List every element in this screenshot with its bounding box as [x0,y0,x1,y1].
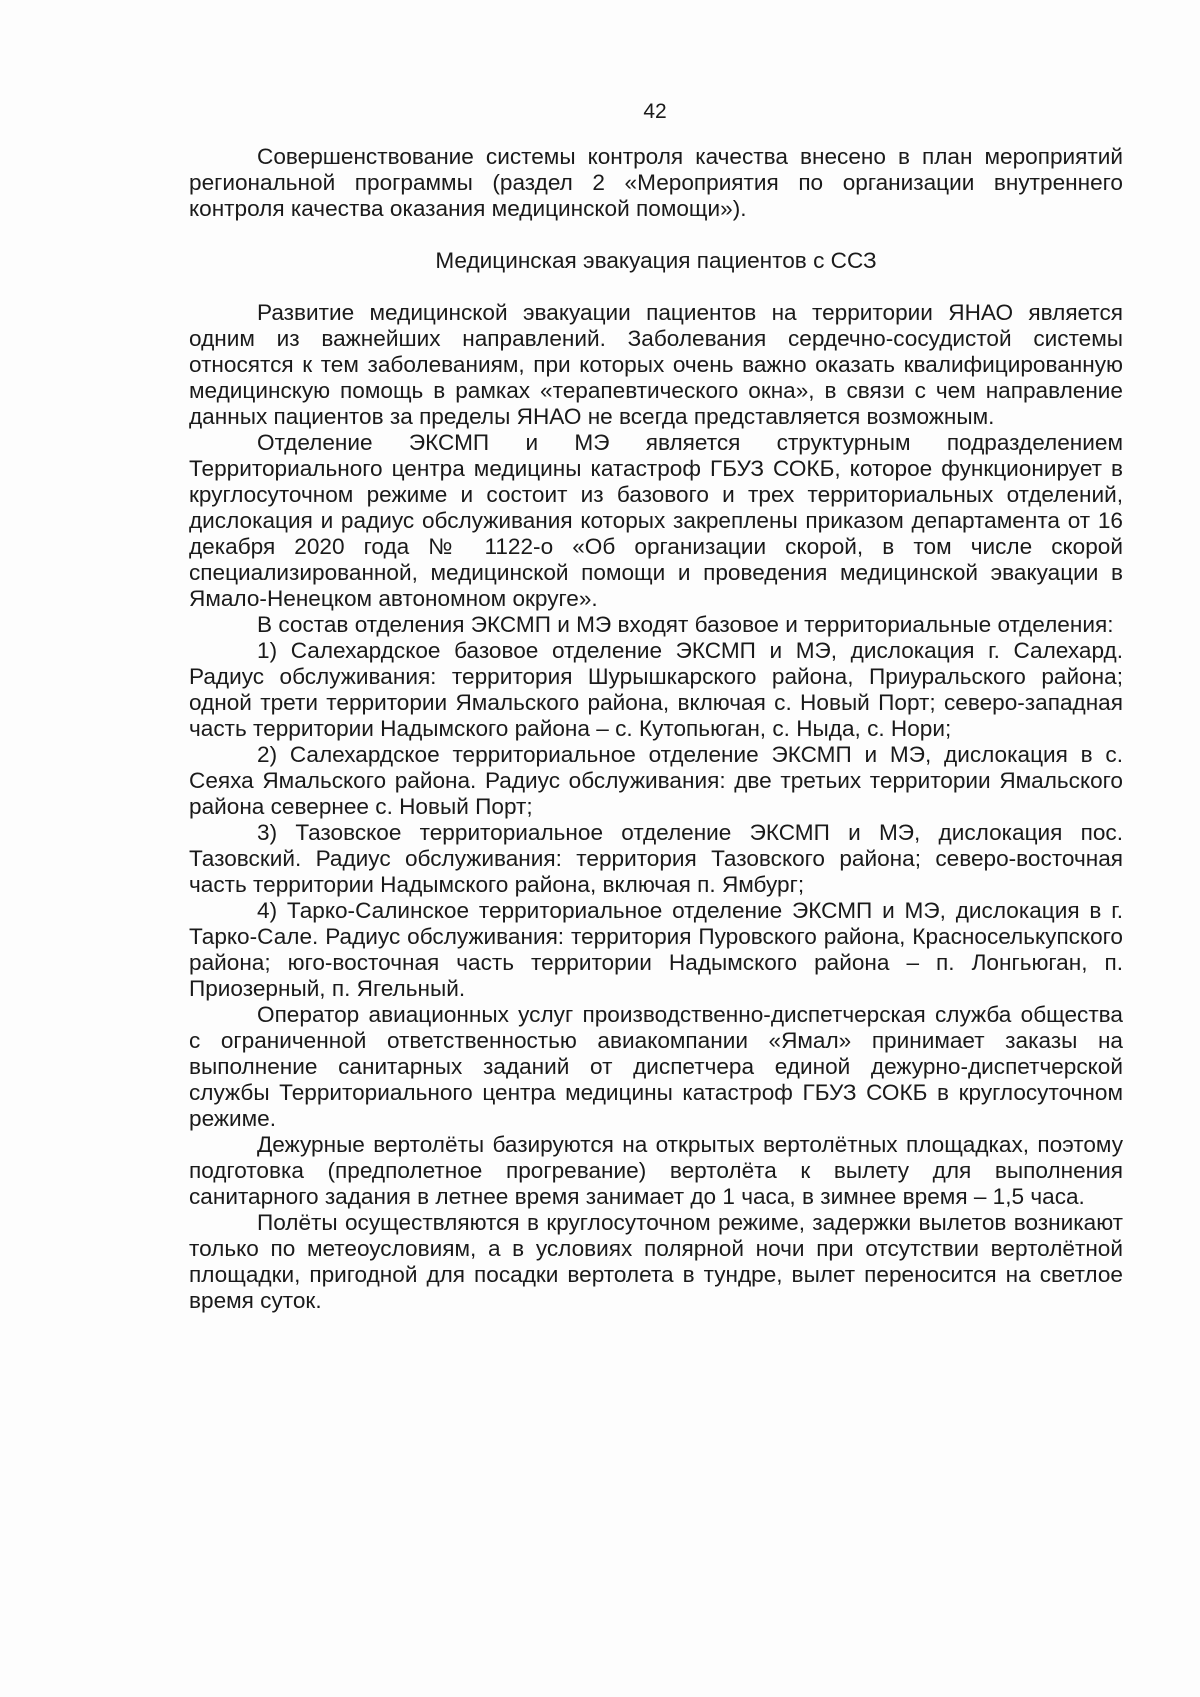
intro-paragraph: Совершенствование системы контроля качества внесено в план мероприятий региональной программы (раздел 2 «Мероприятия по организации внутреннего контроля качества оказания медицинской помощи»). [189,144,1123,221]
paragraph-development: Развитие медицинской эвакуации пациентов на территории ЯНАО является одним из важнейших направлений. Заболевания сердечно-сосудистой системы относятся к тем заболеваниям, при которых очень важно оказать квалифицированную медицинскую помощь в рамках «терапевтического окна», в связи с чем направление данных пациентов за пределы ЯНАО не всегда представляется возможным. [189,300,1123,429]
list-item-tarko-sale: 4) Тарко-Салинское территориальное отделение ЭКСМП и МЭ, дислокация в г. Тарко-Сале. Радиус обслуживания: территория Пуровского района, Красноселькупского района; юго-восточная часть территории Надымского района – п. Лонгьюган, п. Приозерный, п. Ягельный. [189,898,1123,1001]
section-heading: Медицинская эвакуация пациентов с ССЗ [435,248,877,273]
paragraph-helicopters: Дежурные вертолёты базируются на открытых вертолётных площадках, поэтому подготовка (предполетное прогревание) вертолёта к вылету для выполнения санитарного задания в летнее время занимает до 1 часа, в зимнее время – 1,5 часа. [189,1132,1123,1209]
paragraph-flights: Полёты осуществляются в круглосуточном режиме, задержки вылетов возникают только по метеоусловиям, а в условиях полярной ночи при отсутствии вертолётной площадки, пригодной для посадки вертолета в тундре, вылет переносится на светлое время суток. [189,1210,1123,1313]
paragraph-department: Отделение ЭКСМП и МЭ является структурным подразделением Территориального центра медицины катастроф ГБУЗ СОКБ, которое функционирует в круглосуточном режиме и состоит из базового и трех территориальных отделений, дислокация и радиус обслуживания которых закреплены приказом департамента от 16 декабря 2020 года № 1122-о «Об организации скорой, в том числе скорой специализированной, медицинской помощи и проведения медицинской эвакуации в Ямало-Ненецком автономном округе». [189,430,1123,611]
paragraph-composition: В состав отделения ЭКСМП и МЭ входят базовое и территориальные отделения: [257,612,1114,637]
list-item-tazovsky: 3) Тазовское территориальное отделение ЭКСМП и МЭ, дислокация пос. Тазовский. Радиус обслуживания: территория Тазовского района; северо-восточная часть территории Надымского района, включая п. Ямбург; [189,820,1123,897]
paragraph-aviation-operator: Оператор авиационных услуг производственно-диспетчерская служба общества с ограниченной ответственностью авиакомпании «Ямал» принимает заказы на выполнение санитарных заданий от диспетчера единой дежурно-диспетчерской службы Территориального центра медицины катастроф ГБУЗ СОКБ в круглосуточном режиме. [189,1002,1123,1131]
list-item-salekhard-base: 1) Салехардское базовое отделение ЭКСМП и МЭ, дислокация г. Салехард. Радиус обслуживания: территория Шурышкарского района, Приуральского района; одной трети территории Ямальского района, включая с. Новый Порт; северо-западная часть территории Надымского района – с. Кутопьюган, с. Ныда, с. Нори; [189,638,1123,741]
document-body [189,144,1123,1314]
page-number: 42 [643,100,667,123]
list-item-salekhard-territorial: 2) Салехардское территориальное отделение ЭКСМП и МЭ, дислокация в с. Сеяха Ямальского района. Радиус обслуживания: две третьих территории Ямальского района севернее с. Новый Порт; [189,742,1123,819]
